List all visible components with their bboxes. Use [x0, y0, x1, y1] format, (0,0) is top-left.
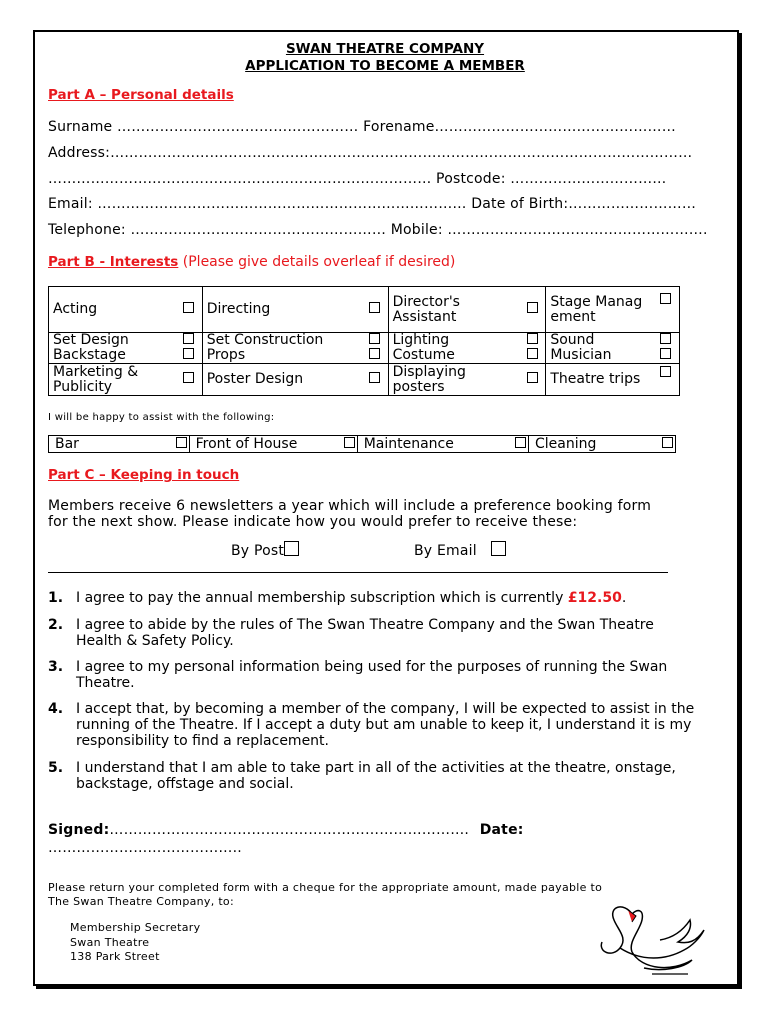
interest-checkbox[interactable]	[653, 364, 680, 396]
by-email-label: By Email	[414, 543, 477, 559]
assist-options-table	[48, 435, 676, 453]
part-a-heading: Part A – Personal details	[48, 87, 234, 103]
agreement-item	[48, 590, 712, 606]
interest-checkbox[interactable]	[653, 287, 680, 333]
assist-option-checkbox[interactable]	[167, 436, 189, 453]
address-line[interactable]: Address:……………………………………………………………………………………………………………	[48, 145, 693, 161]
interest-checkbox[interactable]	[519, 287, 546, 333]
agreement-text: I understand that I am able to take part in all of the activities at the theatre, onstage, backstage, offstage and social.	[76, 760, 676, 792]
telephone-mobile-line[interactable]: Telephone: ……………………………………………… Mobile: ……………………………………………….	[48, 222, 708, 238]
return-line2: The Swan Theatre Company, to:	[48, 895, 234, 908]
part-b-heading-row	[48, 254, 455, 270]
address-line-1: Membership Secretary	[70, 921, 201, 934]
agreement-text: I agree to abide by the rules of The Swan Theatre Company and the Swan Theatre Health & Safety Policy.	[76, 617, 654, 649]
by-email-checkbox[interactable]	[491, 541, 506, 556]
agreement-item	[48, 617, 712, 649]
interest-label: Director's Assistant	[388, 287, 519, 333]
part-b-subheading: (Please give details overleaf if desired)	[178, 254, 456, 270]
interest-label: Displaying posters	[388, 364, 519, 396]
interest-checkbox[interactable]	[361, 333, 388, 349]
interest-label: Sound	[546, 333, 653, 349]
divider	[48, 572, 668, 573]
interest-checkbox[interactable]	[653, 333, 680, 349]
agreement-item	[48, 760, 712, 792]
address-postcode-line[interactable]: ……………………………………………………………………… Postcode: ……………………………	[48, 171, 667, 187]
interest-label: Theatre trips	[546, 364, 653, 396]
signed-dots: ………………………………………………………………….	[109, 822, 470, 838]
interest-label: Props	[202, 348, 361, 364]
agreement-number: 1.	[48, 590, 64, 606]
interest-label: Backstage	[49, 348, 176, 364]
interest-label: Directing	[202, 287, 361, 333]
interest-label: Set Construction	[202, 333, 361, 349]
agreement-number: 5.	[48, 760, 64, 776]
part-c-intro-line2: for the next show. Please indicate how you would prefer to receive these:	[48, 514, 578, 530]
part-c-intro-line1: Members receive 6 newsletters a year which will include a preference booking form	[48, 498, 652, 514]
by-post-label: By Post	[231, 543, 285, 559]
interest-checkbox[interactable]	[176, 348, 203, 364]
table-row	[49, 436, 676, 453]
swan-logo	[592, 898, 710, 978]
table-row	[49, 364, 680, 396]
address-line-3: 138 Park Street	[70, 950, 160, 963]
interest-checkbox[interactable]	[361, 287, 388, 333]
email-dob-line[interactable]: Email: …………………………………………………………………… Date of Birth:………………………	[48, 196, 697, 212]
interest-label: Set Design	[49, 333, 176, 349]
assist-option-label: Maintenance	[357, 436, 506, 453]
interest-checkbox[interactable]	[519, 364, 546, 396]
interest-checkbox[interactable]	[361, 364, 388, 396]
interest-label: Marketing & Publicity	[49, 364, 176, 396]
part-c-heading: Part C – Keeping in touch	[48, 467, 240, 483]
agreement-number: 2.	[48, 617, 64, 633]
by-post-checkbox[interactable]	[284, 541, 299, 556]
by-post-option[interactable]	[231, 541, 299, 559]
assist-option-checkbox[interactable]	[335, 436, 357, 453]
table-row	[49, 333, 680, 349]
agreement-number: 3.	[48, 659, 64, 675]
interest-checkbox[interactable]	[519, 333, 546, 349]
interest-label: Costume	[388, 348, 519, 364]
interest-label: Stage Management	[546, 287, 653, 333]
subscription-amount: £12.50	[567, 590, 622, 606]
return-line1: Please return your completed form with a cheque for the appropriate amount, made payable to	[48, 881, 603, 894]
agreement-text: I accept that, by becoming a member of the company, I will be expected to assist in the running of the Theatre. If I accept a duty but am unable to keep it, I understand it is my responsibility to find a replacement.	[76, 701, 695, 749]
signed-label: Signed:	[48, 822, 110, 838]
interests-table	[48, 286, 680, 396]
interest-checkbox[interactable]	[361, 348, 388, 364]
form-title-line1: SWAN THEATRE COMPANY	[285, 41, 485, 57]
assist-text: I will be happy to assist with the following:	[48, 412, 275, 423]
assist-option-label: Bar	[49, 436, 167, 453]
interest-label: Lighting	[388, 333, 519, 349]
interest-label: Musician	[546, 348, 653, 364]
date-dots[interactable]: …………………………………..	[48, 840, 242, 856]
assist-option-checkbox[interactable]	[506, 436, 528, 453]
address-line-2: Swan Theatre	[70, 936, 150, 949]
table-row	[49, 348, 680, 364]
assist-option-label: Front of House	[189, 436, 335, 453]
table-row	[49, 287, 680, 333]
interest-checkbox[interactable]	[176, 364, 203, 396]
interest-label: Poster Design	[202, 364, 361, 396]
agreement-item	[48, 659, 712, 691]
interest-label: Acting	[49, 287, 176, 333]
signed-line[interactable]	[48, 822, 524, 838]
form-title-line2: APPLICATION TO BECOME A MEMBER	[245, 58, 525, 74]
agreement-number: 4.	[48, 701, 64, 717]
date-label: Date:	[479, 822, 524, 838]
assist-option-label: Cleaning	[528, 436, 653, 453]
surname-forename-line[interactable]: Surname …………………………………………… Forename……………………………………………	[48, 119, 676, 135]
part-b-heading: Part B - Interests	[48, 254, 179, 270]
agreement-text: I agree to my personal information being used for the purposes of running the Swan Theatre.	[76, 659, 668, 691]
interest-checkbox[interactable]	[176, 287, 203, 333]
agreement-tail: .	[621, 590, 627, 606]
interest-checkbox[interactable]	[519, 348, 546, 364]
interest-checkbox[interactable]	[653, 348, 680, 364]
interest-checkbox[interactable]	[176, 333, 203, 349]
by-email-option[interactable]	[414, 541, 506, 559]
agreement-item	[48, 701, 712, 749]
agreement-text: I agree to pay the annual membership subscription which is currently	[76, 590, 568, 606]
assist-option-checkbox[interactable]	[653, 436, 675, 453]
